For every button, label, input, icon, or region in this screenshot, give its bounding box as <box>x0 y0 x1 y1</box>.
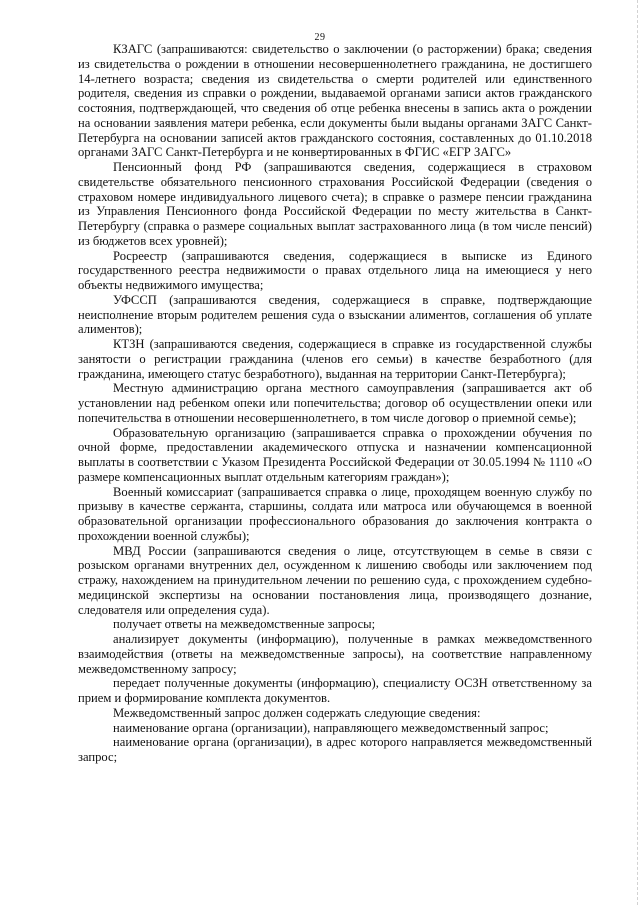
paragraph-receives-answers: получает ответы на межведомственные запросы; <box>113 617 376 632</box>
paragraph-transfers-documents: передает полученные документы (информацию), специалисту ОСЗН ответственному за прием и формирование комплекта документов. <box>78 676 592 705</box>
page-number: 29 <box>314 32 326 43</box>
paragraph-rosreestr: Росреестр (запрашиваются сведения, содержащиеся в выписке из Единого государственного реестра недвижимости о правах отдельного лица на имеющиеся у него объекты недвижимого имущества; <box>78 248 592 292</box>
paragraph-pension-fund: Пенсионный фонд РФ (запрашиваются сведения, содержащиеся в страховом свидетельстве обязательного пенсионного страхования Российской Федерации (сведения о страховом номере индивидуального лицевого счета); в справке о размере пенсии гражданина из Управления Пенсионного фонда Российской Федерации по месту жительства в Санкт-Петербургу (справка о размере социальных выплат застрахованного лица (в том числе пенсий) из бюджетов всех уровней); <box>78 160 592 248</box>
paragraph-kzags: КЗАГС (запрашиваются: свидетельство о заключении (о расторжении) брака; сведения из свидетельства о рождении в отношении несовершеннолетнего гражданина, не достигшего 14-летнего возраста; сведения из свидетельства о смерти родителей или единственного родителя, сведения из справки о рождении, выдаваемой органами записи актов гражданского состояния, подтверждающей, что сведения об отце ребенка внесены в запись акта о рождении на основании заявления матери ребенка, если документы были выданы органами ЗАГС Санкт-Петербурга на основании записей актов гражданского состояния, составленных до 01.10.2018 органами ЗАГС Санкт-Петербурга и не конвертированных в ФГИС «ЕГР ЗАГС» <box>78 42 592 160</box>
paragraph-local-administration: Местную администрацию органа местного самоуправления (запрашивается акт об установлении над ребенком опеки или попечительства; договор об осуществлении опеки или попечительства в отношении несовершеннолетнего, в том числе договор о приемной семье); <box>78 381 592 425</box>
scan-edge-line <box>636 0 638 905</box>
paragraph-request-contents: Межведомственный запрос должен содержать следующие сведения: <box>113 705 481 720</box>
paragraph-mvd: МВД России (запрашиваются сведения о лице, отсутствующем в семье в связи с розыском органами внутренних дел, осужденном к лишению свободы или заключением под стражу, нахождением на принудительном лечении по решению суда, с прохождением судебно-медицинской экспертизы на основании постановления лица, производящего дознание, следователя или определения суда). <box>78 543 592 617</box>
paragraph-ufssp: УФССП (запрашиваются сведения, содержащиеся в справке, подтверждающие неисполнение вторым родителем решения суда о взыскании алиментов, соглашения об уплате алиментов); <box>78 292 592 337</box>
paragraph-analyzes-documents: анализирует документы (информацию), полученные в рамках межведомственного взаимодействия (ответы на межведомственные запросы), на соответствие направленному межведомственному запросу; <box>78 632 592 676</box>
paragraph-receiving-organ: наименование органа (организации), в адрес которого направляется межведомственный запрос; <box>78 735 592 764</box>
paragraph-sending-organ: наименование органа (организации), направляющего межведомственный запрос; <box>113 720 549 735</box>
document-body <box>78 42 592 765</box>
paragraph-military-commissariat: Военный комиссариат (запрашивается справка о лице, проходящем военную службу по призыву в качестве сержанта, старшины, солдата или матроса или обучающемся в военной образовательной организации профессионального образования до заключения контракта о прохождении военной службы); <box>78 484 592 543</box>
paragraph-educational-organization: Образовательную организацию (запрашивается справка о прохождении обучения по очной форме, предоставлении академического отпуска и назначении компенсационной выплаты в соответствии с Указом Президента Российской Федерации от 30.05.1994 № 1110 «О размере компенсационных выплат отдельным категориям граждан»); <box>78 425 592 484</box>
paragraph-ktzn: КТЗН (запрашиваются сведения, содержащиеся в справке из государственной службы занятости о регистрации гражданина (членов его семьи) в качестве безработного (для гражданина, имеющего статус безработного), выданная на территории Санкт-Петербурга); <box>78 337 592 381</box>
